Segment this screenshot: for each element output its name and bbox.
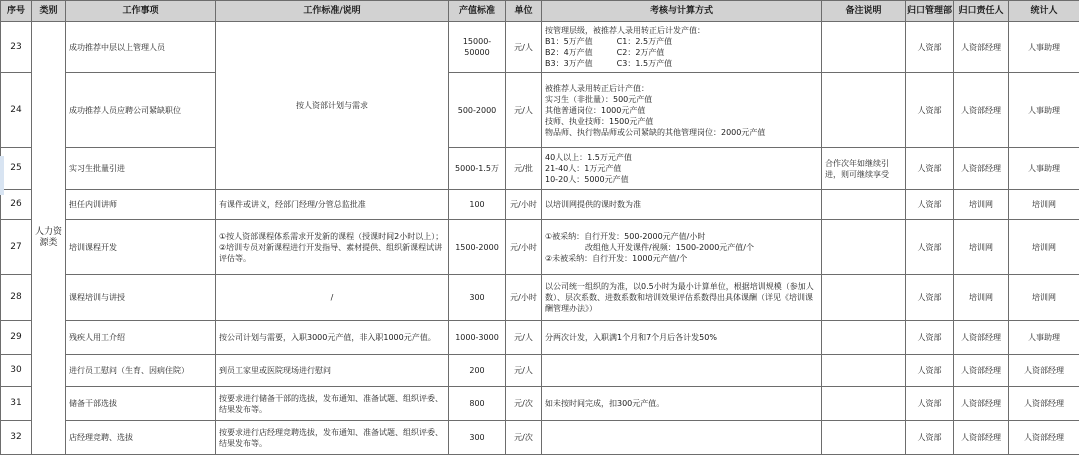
table-row (1, 321, 1079, 355)
remark-cell[interactable] (822, 275, 906, 321)
owner-cell[interactable]: 培训网 (954, 275, 1009, 321)
value-cell[interactable]: 500-2000 (449, 73, 506, 148)
remark-cell[interactable] (822, 190, 906, 220)
item-cell[interactable]: 进行员工慰问（生育、因病住院） (66, 355, 216, 387)
value-cell[interactable]: 100 (449, 190, 506, 220)
header-row (1, 1, 1079, 22)
table-row (1, 220, 1079, 275)
remark-cell[interactable]: 合作次年如继续引进，则可继续享受 (822, 148, 906, 190)
table-row (1, 73, 1079, 148)
header-unit[interactable]: 单位 (506, 1, 542, 22)
remark-cell[interactable] (822, 421, 906, 455)
owner-cell[interactable]: 人资部经理 (954, 73, 1009, 148)
assessment-cell[interactable]: 如未按时间完成，扣300元产值。 (542, 387, 822, 421)
remark-cell[interactable] (822, 355, 906, 387)
value-cell[interactable]: 15000-50000 (449, 22, 506, 73)
unit-cell[interactable]: 元/次 (506, 387, 542, 421)
standard-cell[interactable]: 按要求进行储备干部的选拔，发布通知、准备试题、组织评委、结果发布等。 (216, 387, 449, 421)
unit-cell[interactable]: 元/小时 (506, 220, 542, 275)
assessment-cell[interactable]: 被推荐人录用转正后计产值： 实习生（非批量）：500元产值 其他普通岗位：1000元产值 技师、执业技师：1500元产值 物品师、执行物品师或公司紧缺的其他管理岗位：2000元产值 (542, 73, 822, 148)
dept-cell[interactable]: 人资部 (906, 190, 954, 220)
item-cell[interactable]: 培训课程开发 (66, 220, 216, 275)
assessment-cell[interactable]: 40人以上：1.5万元产值 21-40人：1万元产值 10-20人：5000元产值 (542, 148, 822, 190)
table-row (1, 355, 1079, 387)
item-cell[interactable]: 成功推荐人员应聘公司紧缺职位 (66, 73, 216, 148)
header-assessment[interactable]: 考核与计算方式 (542, 1, 822, 22)
owner-cell[interactable]: 人资部经理 (954, 22, 1009, 73)
standard-cell[interactable]: 到员工家里或医院现场进行慰问 (216, 355, 449, 387)
owner-cell[interactable]: 人资部经理 (954, 148, 1009, 190)
stat-cell[interactable]: 培训网 (1009, 190, 1079, 220)
item-cell[interactable]: 课程培训与讲授 (66, 275, 216, 321)
dept-cell[interactable]: 人资部 (906, 321, 954, 355)
assessment-cell[interactable]: 按管理层级，被推荐人录用转正后计发产值： B1：5万产值 C1：2.5万产值 B2：4万产值 C2：2万产值 B3：3万产值 C3：1.5万产值 (542, 22, 822, 73)
stat-cell[interactable]: 培训网 (1009, 220, 1079, 275)
seq-cell[interactable]: 23 (1, 22, 32, 73)
assessment-cell[interactable] (542, 421, 822, 455)
value-cell[interactable]: 800 (449, 387, 506, 421)
standard-cell[interactable]: 按公司计划与需要，入职3000元产值，非入职1000元产值。 (216, 321, 449, 355)
table-row (1, 421, 1079, 455)
value-cell[interactable]: 300 (449, 421, 506, 455)
owner-cell[interactable]: 人资部经理 (954, 321, 1009, 355)
assessment-cell[interactable]: ①被采纳：自行开发：500-2000元产值/小时 改组他人开发课件/视频：1500-2000元产值/个 ②未被采纳：自行开发：1000元产值/个 (542, 220, 822, 275)
seq-cell[interactable]: 26 (1, 190, 32, 220)
unit-cell[interactable]: 元/人 (506, 73, 542, 148)
unit-cell[interactable]: 元/小时 (506, 190, 542, 220)
value-cell[interactable]: 300 (449, 275, 506, 321)
unit-cell[interactable]: 元/人 (506, 355, 542, 387)
stat-cell[interactable]: 培训网 (1009, 275, 1079, 321)
standard-cell[interactable]: ①按人资部课程体系需求开发新的课程（授课时间2小时以上）； ②培训专员对新课程进行开发指导、素材提供、组织新课程试讲评估等。 (216, 220, 449, 275)
item-cell[interactable]: 店经理竞聘、选拔 (66, 421, 216, 455)
dept-cell[interactable]: 人资部 (906, 148, 954, 190)
owner-cell[interactable]: 人资部经理 (954, 355, 1009, 387)
header-value[interactable]: 产值标准 (449, 1, 506, 22)
remark-cell[interactable] (822, 22, 906, 73)
unit-cell[interactable]: 元/小时 (506, 275, 542, 321)
seq-cell[interactable]: 32 (1, 421, 32, 455)
standard-cell[interactable]: / (216, 275, 449, 321)
item-cell[interactable]: 储备干部选拔 (66, 387, 216, 421)
header-remark[interactable]: 备注说明 (822, 1, 906, 22)
value-cell[interactable]: 200 (449, 355, 506, 387)
dept-cell[interactable]: 人资部 (906, 421, 954, 455)
dept-cell[interactable]: 人资部 (906, 220, 954, 275)
value-cell[interactable]: 1500-2000 (449, 220, 506, 275)
assessment-cell[interactable]: 分两次计发，入职满1个月和7个月后各计发50% (542, 321, 822, 355)
table-row (1, 275, 1079, 321)
seq-cell[interactable]: 28 (1, 275, 32, 321)
item-cell[interactable]: 担任内训讲师 (66, 190, 216, 220)
dept-cell[interactable]: 人资部 (906, 387, 954, 421)
table-row (1, 148, 1079, 190)
assessment-cell[interactable] (542, 355, 822, 387)
unit-cell[interactable]: 元/次 (506, 421, 542, 455)
seq-cell[interactable]: 31 (1, 387, 32, 421)
table-row (1, 387, 1079, 421)
item-cell[interactable]: 实习生批量引进 (66, 148, 216, 190)
stat-cell[interactable]: 人事助理 (1009, 321, 1079, 355)
stat-cell[interactable]: 人资部经理 (1009, 355, 1079, 387)
category-cell[interactable]: 人力资 源类 (32, 22, 66, 455)
standard-cell[interactable]: 按人资部计划与需求 (216, 22, 449, 190)
table-row (1, 190, 1079, 220)
unit-cell[interactable]: 元/人 (506, 22, 542, 73)
remark-cell[interactable] (822, 220, 906, 275)
header-standard[interactable]: 工作标准/说明 (216, 1, 449, 22)
header-item[interactable]: 工作事项 (66, 1, 216, 22)
remark-cell[interactable] (822, 387, 906, 421)
remark-cell[interactable] (822, 321, 906, 355)
dept-cell[interactable]: 人资部 (906, 73, 954, 148)
remark-cell[interactable] (822, 73, 906, 148)
item-cell[interactable]: 残疾人用工介绍 (66, 321, 216, 355)
standard-cell[interactable]: 有课件或讲义，经部门经理/分管总监批准 (216, 190, 449, 220)
dept-cell[interactable]: 人资部 (906, 355, 954, 387)
stat-cell[interactable]: 人资部经理 (1009, 387, 1079, 421)
seq-cell[interactable]: 30 (1, 355, 32, 387)
stat-cell[interactable]: 人事助理 (1009, 73, 1079, 148)
header-dept[interactable]: 归口管理部 (906, 1, 954, 22)
stat-cell[interactable]: 人事助理 (1009, 148, 1079, 190)
owner-cell[interactable]: 人资部经理 (954, 421, 1009, 455)
header-owner[interactable]: 归口责任人 (954, 1, 1009, 22)
header-category[interactable]: 类别 (32, 1, 66, 22)
owner-cell[interactable]: 培训网 (954, 190, 1009, 220)
row-selection-marker (0, 156, 4, 195)
standard-cell[interactable]: 按要求进行店经理竞聘选拔，发布通知、准备试题、组织评委、结果发布等。 (216, 421, 449, 455)
stat-cell[interactable]: 人资部经理 (1009, 421, 1079, 455)
unit-cell[interactable]: 元/批 (506, 148, 542, 190)
value-cell[interactable]: 1000-3000 (449, 321, 506, 355)
assessment-cell[interactable]: 以培训网提供的课时数为准 (542, 190, 822, 220)
owner-cell[interactable]: 人资部经理 (954, 387, 1009, 421)
header-seq[interactable]: 序号 (1, 1, 32, 22)
seq-cell[interactable]: 29 (1, 321, 32, 355)
seq-cell[interactable]: 24 (1, 73, 32, 148)
owner-cell[interactable]: 培训网 (954, 220, 1009, 275)
dept-cell[interactable]: 人资部 (906, 275, 954, 321)
unit-cell[interactable]: 元/人 (506, 321, 542, 355)
table-row (1, 22, 1079, 73)
seq-cell[interactable]: 25 (1, 148, 32, 190)
value-cell[interactable]: 5000-1.5万 (449, 148, 506, 190)
dept-cell[interactable]: 人资部 (906, 22, 954, 73)
header-stat[interactable]: 统计人 (1009, 1, 1079, 22)
seq-cell[interactable]: 27 (1, 220, 32, 275)
stat-cell[interactable]: 人事助理 (1009, 22, 1079, 73)
item-cell[interactable]: 成功推荐中层以上管理人员 (66, 22, 216, 73)
assessment-cell[interactable]: 以公司统一组织的为准，以0.5小时为最小计算单位，根据培训规模（参加人数）、层次系数、进数系数和培训效果评估系数得出具体课酬（详见《培训课酬管理办法》） (542, 275, 822, 321)
